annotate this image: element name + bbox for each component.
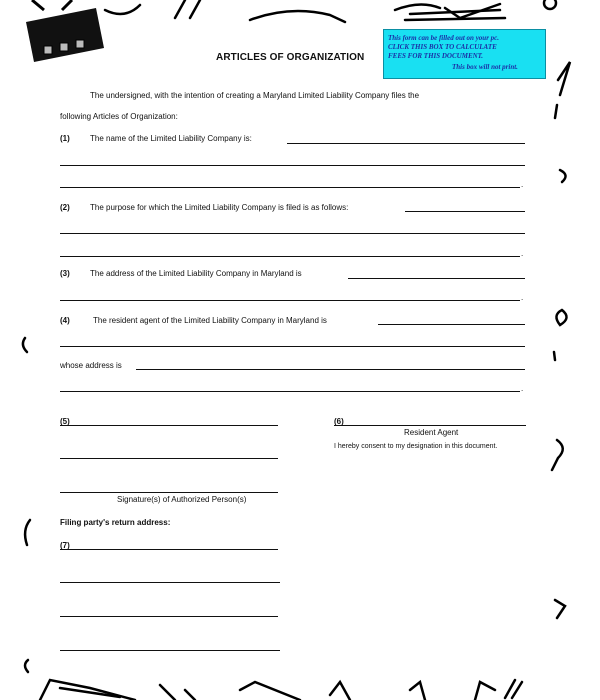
maryland-address-field-line-2[interactable]	[60, 300, 520, 301]
maryland-address-field[interactable]	[348, 278, 525, 279]
company-name-field-line-3[interactable]	[60, 187, 520, 188]
purpose-field[interactable]	[405, 211, 525, 212]
purpose-field-line-2[interactable]	[60, 233, 525, 234]
return-address-field-1[interactable]	[60, 549, 278, 550]
resident-agent-field-line-2[interactable]	[60, 346, 525, 347]
item-2-number: (2)	[60, 203, 70, 212]
purpose-field-line-3[interactable]	[60, 256, 520, 257]
page-title: ARTICLES OF ORGANIZATION	[216, 52, 365, 63]
calculate-fees-box[interactable]	[383, 29, 546, 79]
calc-box-line-1: This form can be filled out on your pc.	[388, 34, 500, 42]
resident-agent-signature-field[interactable]	[334, 425, 526, 426]
agent-address-field-line-2[interactable]	[60, 391, 520, 392]
signature-label: Signature(s) of Authorized Person(s)	[117, 495, 247, 504]
calc-box-line-4: This box will not print.	[452, 63, 518, 71]
resident-agent-label: Resident Agent	[404, 428, 459, 437]
binder-clip-illustration	[26, 0, 104, 62]
item-1-number: (1)	[60, 134, 70, 143]
resident-agent-field[interactable]	[378, 324, 525, 325]
intro-line-2: following Articles of Organization:	[60, 112, 178, 121]
filing-party-label: Filing party's return address:	[60, 518, 171, 527]
agent-address-field[interactable]	[136, 369, 525, 370]
consent-text: I hereby consent to my designation in this document.	[334, 443, 498, 450]
period-mark: .	[521, 293, 524, 302]
intro-line-1: The undersigned, with the intention of creating a Maryland Limited Liability Company files the	[90, 91, 420, 100]
company-name-field[interactable]	[287, 143, 525, 144]
item-2-label: The purpose for which the Limited Liability Company is filed is as follows:	[90, 203, 349, 212]
calc-box-line-3: FEES FOR THIS DOCUMENT.	[388, 52, 484, 60]
signature-field-1[interactable]	[60, 425, 278, 426]
whose-address-label: whose address is	[60, 361, 122, 370]
item-6-number: (6)	[334, 417, 344, 426]
signature-field-3[interactable]	[60, 492, 278, 493]
item-3-label: The address of the Limited Liability Company in Maryland is	[90, 269, 302, 278]
period-mark: .	[521, 384, 524, 393]
item-1-label: The name of the Limited Liability Company is:	[90, 134, 252, 143]
company-name-field-line-2[interactable]	[60, 165, 525, 166]
item-4-number: (4)	[60, 316, 70, 325]
return-address-field-3[interactable]	[60, 616, 278, 617]
return-address-field-2[interactable]	[60, 582, 280, 583]
item-5-number: (5)	[60, 417, 70, 426]
signature-field-2[interactable]	[60, 458, 278, 459]
return-address-field-4[interactable]	[60, 650, 280, 651]
item-7-number: (7)	[60, 541, 70, 550]
item-3-number: (3)	[60, 269, 70, 278]
calc-box-line-2: CLICK THIS BOX TO CALCULATE	[388, 43, 497, 51]
item-4-label: The resident agent of the Limited Liability Company in Maryland is	[93, 316, 327, 325]
period-mark: .	[521, 249, 524, 258]
period-mark: .	[521, 180, 524, 189]
